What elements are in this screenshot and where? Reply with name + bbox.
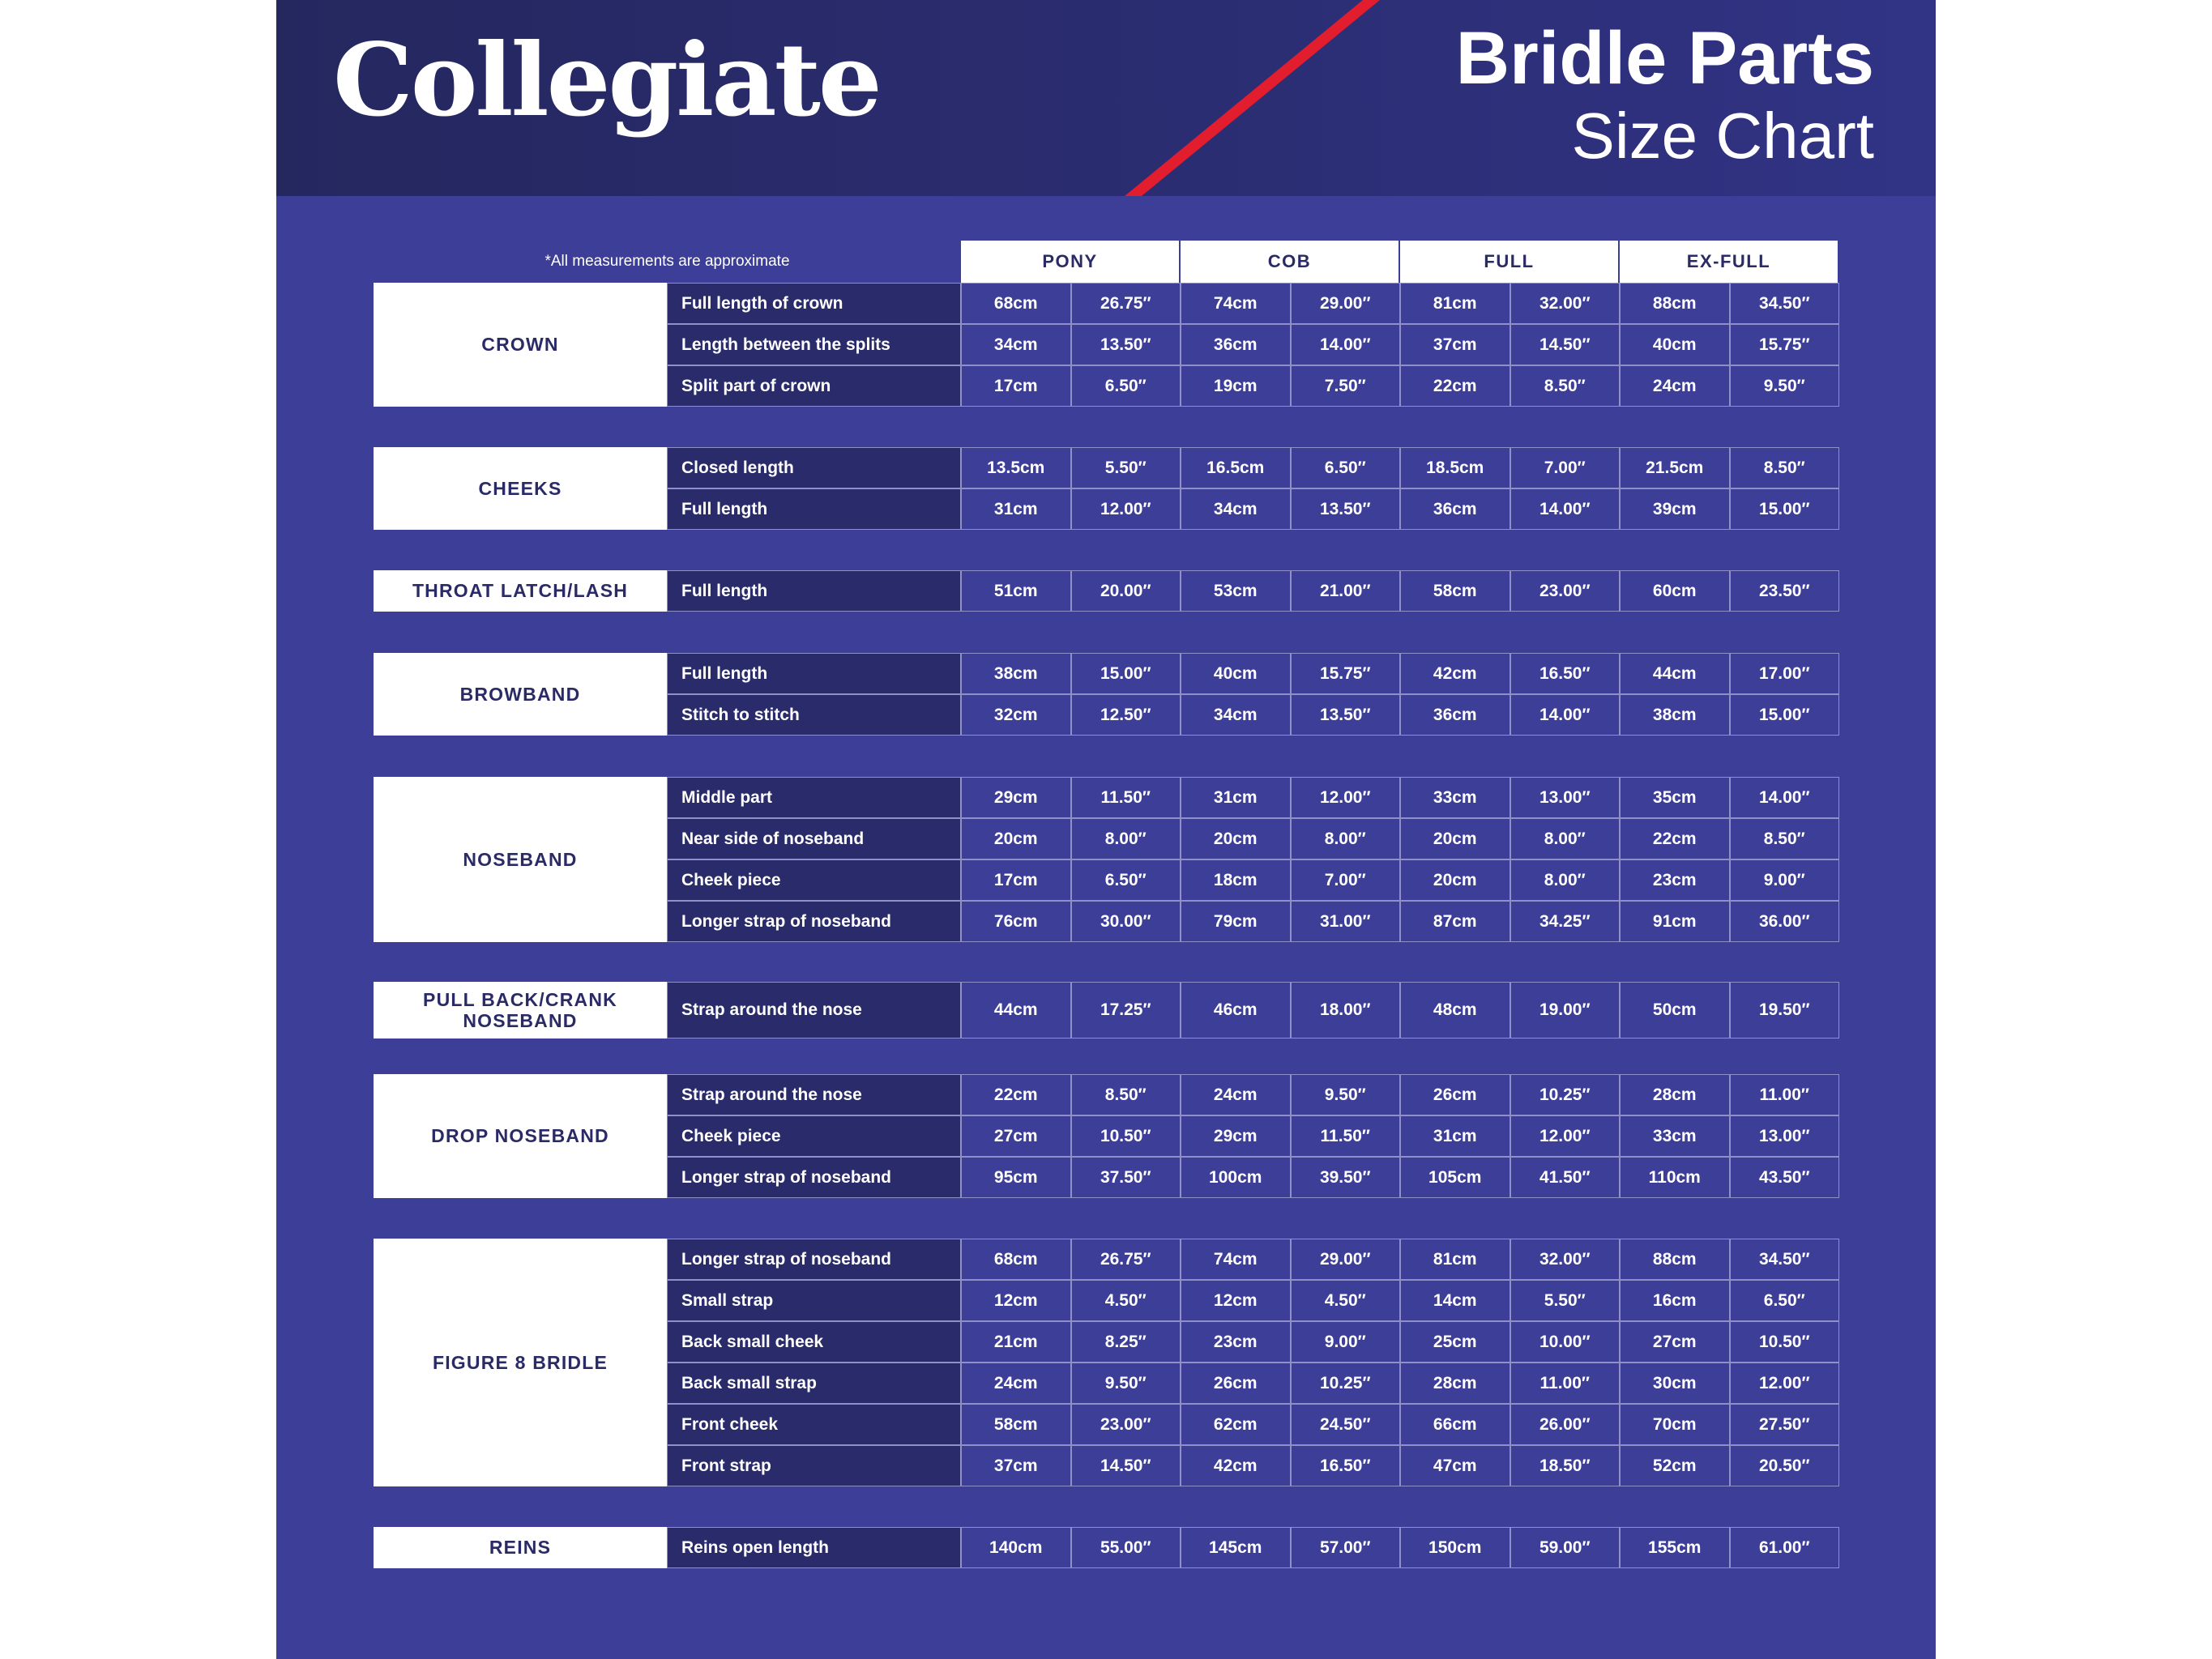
size-chart-poster [276,0,1936,1659]
value-cm: 88cm [1620,283,1730,324]
value-cm: 110cm [1620,1157,1730,1198]
value-inches: 30.00″ [1071,901,1181,942]
group-label: BROWBAND [374,653,667,736]
value-cm: 150cm [1400,1527,1510,1568]
value-inches: 8.25″ [1071,1321,1181,1363]
size-table [276,0,1936,1659]
value-inches: 13.50″ [1071,324,1181,365]
value-inches: 15.00″ [1730,488,1840,530]
value-inches: 18.50″ [1510,1445,1621,1486]
part-name: Small strap [667,1280,961,1321]
value-cm: 26cm [1181,1363,1291,1404]
value-inches: 9.50″ [1071,1363,1181,1404]
value-inches: 11.00″ [1730,1074,1840,1115]
value-cm: 14cm [1400,1280,1510,1321]
value-inches: 11.50″ [1071,777,1181,818]
value-cm: 33cm [1620,1115,1730,1157]
value-inches: 11.50″ [1291,1115,1401,1157]
value-inches: 27.50″ [1730,1404,1840,1445]
value-inches: 15.00″ [1071,653,1181,694]
value-inches: 6.50″ [1071,859,1181,901]
value-cm: 145cm [1181,1527,1291,1568]
value-inches: 19.00″ [1510,982,1621,1038]
value-cm: 68cm [961,283,1071,324]
value-inches: 14.00″ [1510,488,1621,530]
value-cm: 27cm [961,1115,1071,1157]
value-cm: 33cm [1400,777,1510,818]
part-name: Front cheek [667,1404,961,1445]
value-inches: 8.00″ [1071,818,1181,859]
value-inches: 55.00″ [1071,1527,1181,1568]
value-inches: 61.00″ [1730,1527,1840,1568]
value-cm: 24cm [1620,365,1730,407]
value-cm: 23cm [1181,1321,1291,1363]
part-name: Full length [667,653,961,694]
value-inches: 9.00″ [1291,1321,1401,1363]
value-cm: 26cm [1400,1074,1510,1115]
size-header-ex-full: EX-FULL [1620,241,1839,283]
value-inches: 59.00″ [1510,1527,1621,1568]
value-cm: 44cm [1620,653,1730,694]
value-cm: 60cm [1620,570,1730,612]
value-inches: 6.50″ [1730,1280,1840,1321]
value-inches: 10.00″ [1510,1321,1621,1363]
part-name: Back small cheek [667,1321,961,1363]
value-inches: 41.50″ [1510,1157,1621,1198]
value-cm: 20cm [961,818,1071,859]
brand-logo: Collegiate [333,22,880,139]
value-cm: 62cm [1181,1404,1291,1445]
group-label: PULL BACK/CRANK NOSEBAND [374,982,667,1038]
value-cm: 20cm [1400,859,1510,901]
value-cm: 79cm [1181,901,1291,942]
value-cm: 74cm [1181,283,1291,324]
value-cm: 35cm [1620,777,1730,818]
value-inches: 16.50″ [1510,653,1621,694]
value-inches: 12.50″ [1071,694,1181,736]
size-header-cob: COB [1181,241,1400,283]
value-cm: 27cm [1620,1321,1730,1363]
value-cm: 51cm [961,570,1071,612]
group-label: DROP NOSEBAND [374,1074,667,1198]
value-inches: 8.50″ [1510,365,1621,407]
group-label: CROWN [374,283,667,407]
value-cm: 30cm [1620,1363,1730,1404]
value-cm: 16cm [1620,1280,1730,1321]
value-cm: 42cm [1400,653,1510,694]
value-inches: 6.50″ [1071,365,1181,407]
value-inches: 7.50″ [1291,365,1401,407]
value-inches: 57.00″ [1291,1527,1401,1568]
size-header-full: FULL [1400,241,1620,283]
value-cm: 74cm [1181,1239,1291,1280]
value-cm: 36cm [1400,694,1510,736]
value-inches: 18.00″ [1291,982,1401,1038]
value-cm: 87cm [1400,901,1510,942]
value-cm: 28cm [1400,1363,1510,1404]
value-cm: 68cm [961,1239,1071,1280]
value-inches: 14.00″ [1730,777,1840,818]
value-inches: 24.50″ [1291,1404,1401,1445]
value-inches: 34.50″ [1730,283,1840,324]
value-inches: 9.50″ [1730,365,1840,407]
group-label: THROAT LATCH/LASH [374,570,667,612]
value-cm: 37cm [961,1445,1071,1486]
part-name: Strap around the nose [667,982,961,1038]
part-name: Full length of crown [667,283,961,324]
part-name: Closed length [667,447,961,488]
value-cm: 50cm [1620,982,1730,1038]
value-inches: 10.50″ [1730,1321,1840,1363]
value-cm: 31cm [961,488,1071,530]
value-cm: 20cm [1181,818,1291,859]
value-cm: 28cm [1620,1074,1730,1115]
value-cm: 91cm [1620,901,1730,942]
value-cm: 13.5cm [961,447,1071,488]
value-inches: 26.75″ [1071,1239,1181,1280]
part-name: Stitch to stitch [667,694,961,736]
value-inches: 8.00″ [1291,818,1401,859]
value-inches: 16.50″ [1291,1445,1401,1486]
value-inches: 20.00″ [1071,570,1181,612]
part-name: Back small strap [667,1363,961,1404]
value-inches: 37.50″ [1071,1157,1181,1198]
part-name: Full length [667,570,961,612]
value-inches: 9.50″ [1291,1074,1401,1115]
value-inches: 5.50″ [1071,447,1181,488]
value-cm: 38cm [961,653,1071,694]
value-cm: 34cm [1181,694,1291,736]
value-inches: 7.00″ [1291,859,1401,901]
value-inches: 39.50″ [1291,1157,1401,1198]
value-cm: 16.5cm [1181,447,1291,488]
value-cm: 140cm [961,1527,1071,1568]
value-cm: 46cm [1181,982,1291,1038]
value-inches: 15.75″ [1291,653,1401,694]
value-inches: 11.00″ [1510,1363,1621,1404]
value-cm: 81cm [1400,1239,1510,1280]
value-inches: 12.00″ [1291,777,1401,818]
page-subtitle: Size Chart [1571,100,1874,172]
part-name: Reins open length [667,1527,961,1568]
value-cm: 58cm [961,1404,1071,1445]
value-inches: 21.00″ [1291,570,1401,612]
value-cm: 81cm [1400,283,1510,324]
value-inches: 15.75″ [1730,324,1840,365]
value-cm: 29cm [961,777,1071,818]
value-cm: 22cm [961,1074,1071,1115]
value-inches: 10.25″ [1291,1363,1401,1404]
value-inches: 32.00″ [1510,283,1621,324]
value-cm: 22cm [1620,818,1730,859]
value-cm: 76cm [961,901,1071,942]
value-cm: 17cm [961,365,1071,407]
value-cm: 32cm [961,694,1071,736]
measurement-note: *All measurements are approximate [544,253,790,270]
value-inches: 13.50″ [1291,694,1401,736]
value-cm: 23cm [1620,859,1730,901]
value-inches: 29.00″ [1291,283,1401,324]
value-cm: 12cm [1181,1280,1291,1321]
value-inches: 31.00″ [1291,901,1401,942]
value-cm: 34cm [1181,488,1291,530]
value-cm: 39cm [1620,488,1730,530]
value-cm: 31cm [1400,1115,1510,1157]
part-name: Cheek piece [667,1115,961,1157]
value-inches: 9.00″ [1730,859,1840,901]
value-cm: 52cm [1620,1445,1730,1486]
value-cm: 36cm [1181,324,1291,365]
value-inches: 4.50″ [1291,1280,1401,1321]
value-cm: 37cm [1400,324,1510,365]
value-cm: 40cm [1181,653,1291,694]
value-inches: 10.25″ [1510,1074,1621,1115]
value-cm: 38cm [1620,694,1730,736]
value-inches: 36.00″ [1730,901,1840,942]
value-inches: 17.00″ [1730,653,1840,694]
value-inches: 12.00″ [1071,488,1181,530]
value-cm: 31cm [1181,777,1291,818]
value-inches: 29.00″ [1291,1239,1401,1280]
value-inches: 43.50″ [1730,1157,1840,1198]
value-cm: 95cm [961,1157,1071,1198]
value-cm: 44cm [961,982,1071,1038]
group-label: CHEEKS [374,447,667,530]
value-inches: 23.00″ [1510,570,1621,612]
value-cm: 18.5cm [1400,447,1510,488]
value-inches: 13.00″ [1730,1115,1840,1157]
value-inches: 23.50″ [1730,570,1840,612]
value-cm: 21cm [961,1321,1071,1363]
value-inches: 10.50″ [1071,1115,1181,1157]
value-inches: 19.50″ [1730,982,1840,1038]
value-cm: 21.5cm [1620,447,1730,488]
value-cm: 88cm [1620,1239,1730,1280]
value-inches: 23.00″ [1071,1404,1181,1445]
value-inches: 8.50″ [1730,447,1840,488]
value-inches: 12.00″ [1730,1363,1840,1404]
value-inches: 7.00″ [1510,447,1621,488]
value-inches: 14.00″ [1510,694,1621,736]
value-cm: 47cm [1400,1445,1510,1486]
value-inches: 8.00″ [1510,818,1621,859]
value-cm: 34cm [961,324,1071,365]
group-label: REINS [374,1527,667,1568]
value-cm: 42cm [1181,1445,1291,1486]
value-cm: 20cm [1400,818,1510,859]
value-cm: 25cm [1400,1321,1510,1363]
group-label: FIGURE 8 BRIDLE [374,1239,667,1486]
part-name: Near side of noseband [667,818,961,859]
value-cm: 100cm [1181,1157,1291,1198]
part-name: Strap around the nose [667,1074,961,1115]
value-inches: 20.50″ [1730,1445,1840,1486]
value-cm: 105cm [1400,1157,1510,1198]
group-label: NOSEBAND [374,777,667,942]
value-cm: 66cm [1400,1404,1510,1445]
value-cm: 29cm [1181,1115,1291,1157]
size-header-pony: PONY [961,241,1181,283]
part-name: Length between the splits [667,324,961,365]
part-name: Split part of crown [667,365,961,407]
value-cm: 19cm [1181,365,1291,407]
value-cm: 40cm [1620,324,1730,365]
value-cm: 22cm [1400,365,1510,407]
part-name: Front strap [667,1445,961,1486]
value-inches: 8.00″ [1510,859,1621,901]
value-cm: 155cm [1620,1527,1730,1568]
value-inches: 12.00″ [1510,1115,1621,1157]
value-cm: 24cm [961,1363,1071,1404]
value-cm: 53cm [1181,570,1291,612]
value-inches: 15.00″ [1730,694,1840,736]
value-cm: 17cm [961,859,1071,901]
part-name: Full length [667,488,961,530]
part-name: Longer strap of noseband [667,901,961,942]
page-title: Bridle Parts [1455,17,1874,100]
value-inches: 34.50″ [1730,1239,1840,1280]
value-inches: 13.50″ [1291,488,1401,530]
value-inches: 13.00″ [1510,777,1621,818]
value-inches: 4.50″ [1071,1280,1181,1321]
value-cm: 18cm [1181,859,1291,901]
part-name: Cheek piece [667,859,961,901]
part-name: Longer strap of noseband [667,1157,961,1198]
value-inches: 6.50″ [1291,447,1401,488]
value-cm: 58cm [1400,570,1510,612]
value-inches: 17.25″ [1071,982,1181,1038]
value-inches: 5.50″ [1510,1280,1621,1321]
value-cm: 12cm [961,1280,1071,1321]
value-cm: 36cm [1400,488,1510,530]
value-inches: 8.50″ [1730,818,1840,859]
value-inches: 32.00″ [1510,1239,1621,1280]
value-inches: 34.25″ [1510,901,1621,942]
value-inches: 8.50″ [1071,1074,1181,1115]
value-inches: 14.50″ [1071,1445,1181,1486]
value-inches: 14.50″ [1510,324,1621,365]
part-name: Middle part [667,777,961,818]
value-cm: 70cm [1620,1404,1730,1445]
part-name: Longer strap of noseband [667,1239,961,1280]
value-cm: 24cm [1181,1074,1291,1115]
value-cm: 48cm [1400,982,1510,1038]
value-inches: 14.00″ [1291,324,1401,365]
value-inches: 26.00″ [1510,1404,1621,1445]
value-inches: 26.75″ [1071,283,1181,324]
